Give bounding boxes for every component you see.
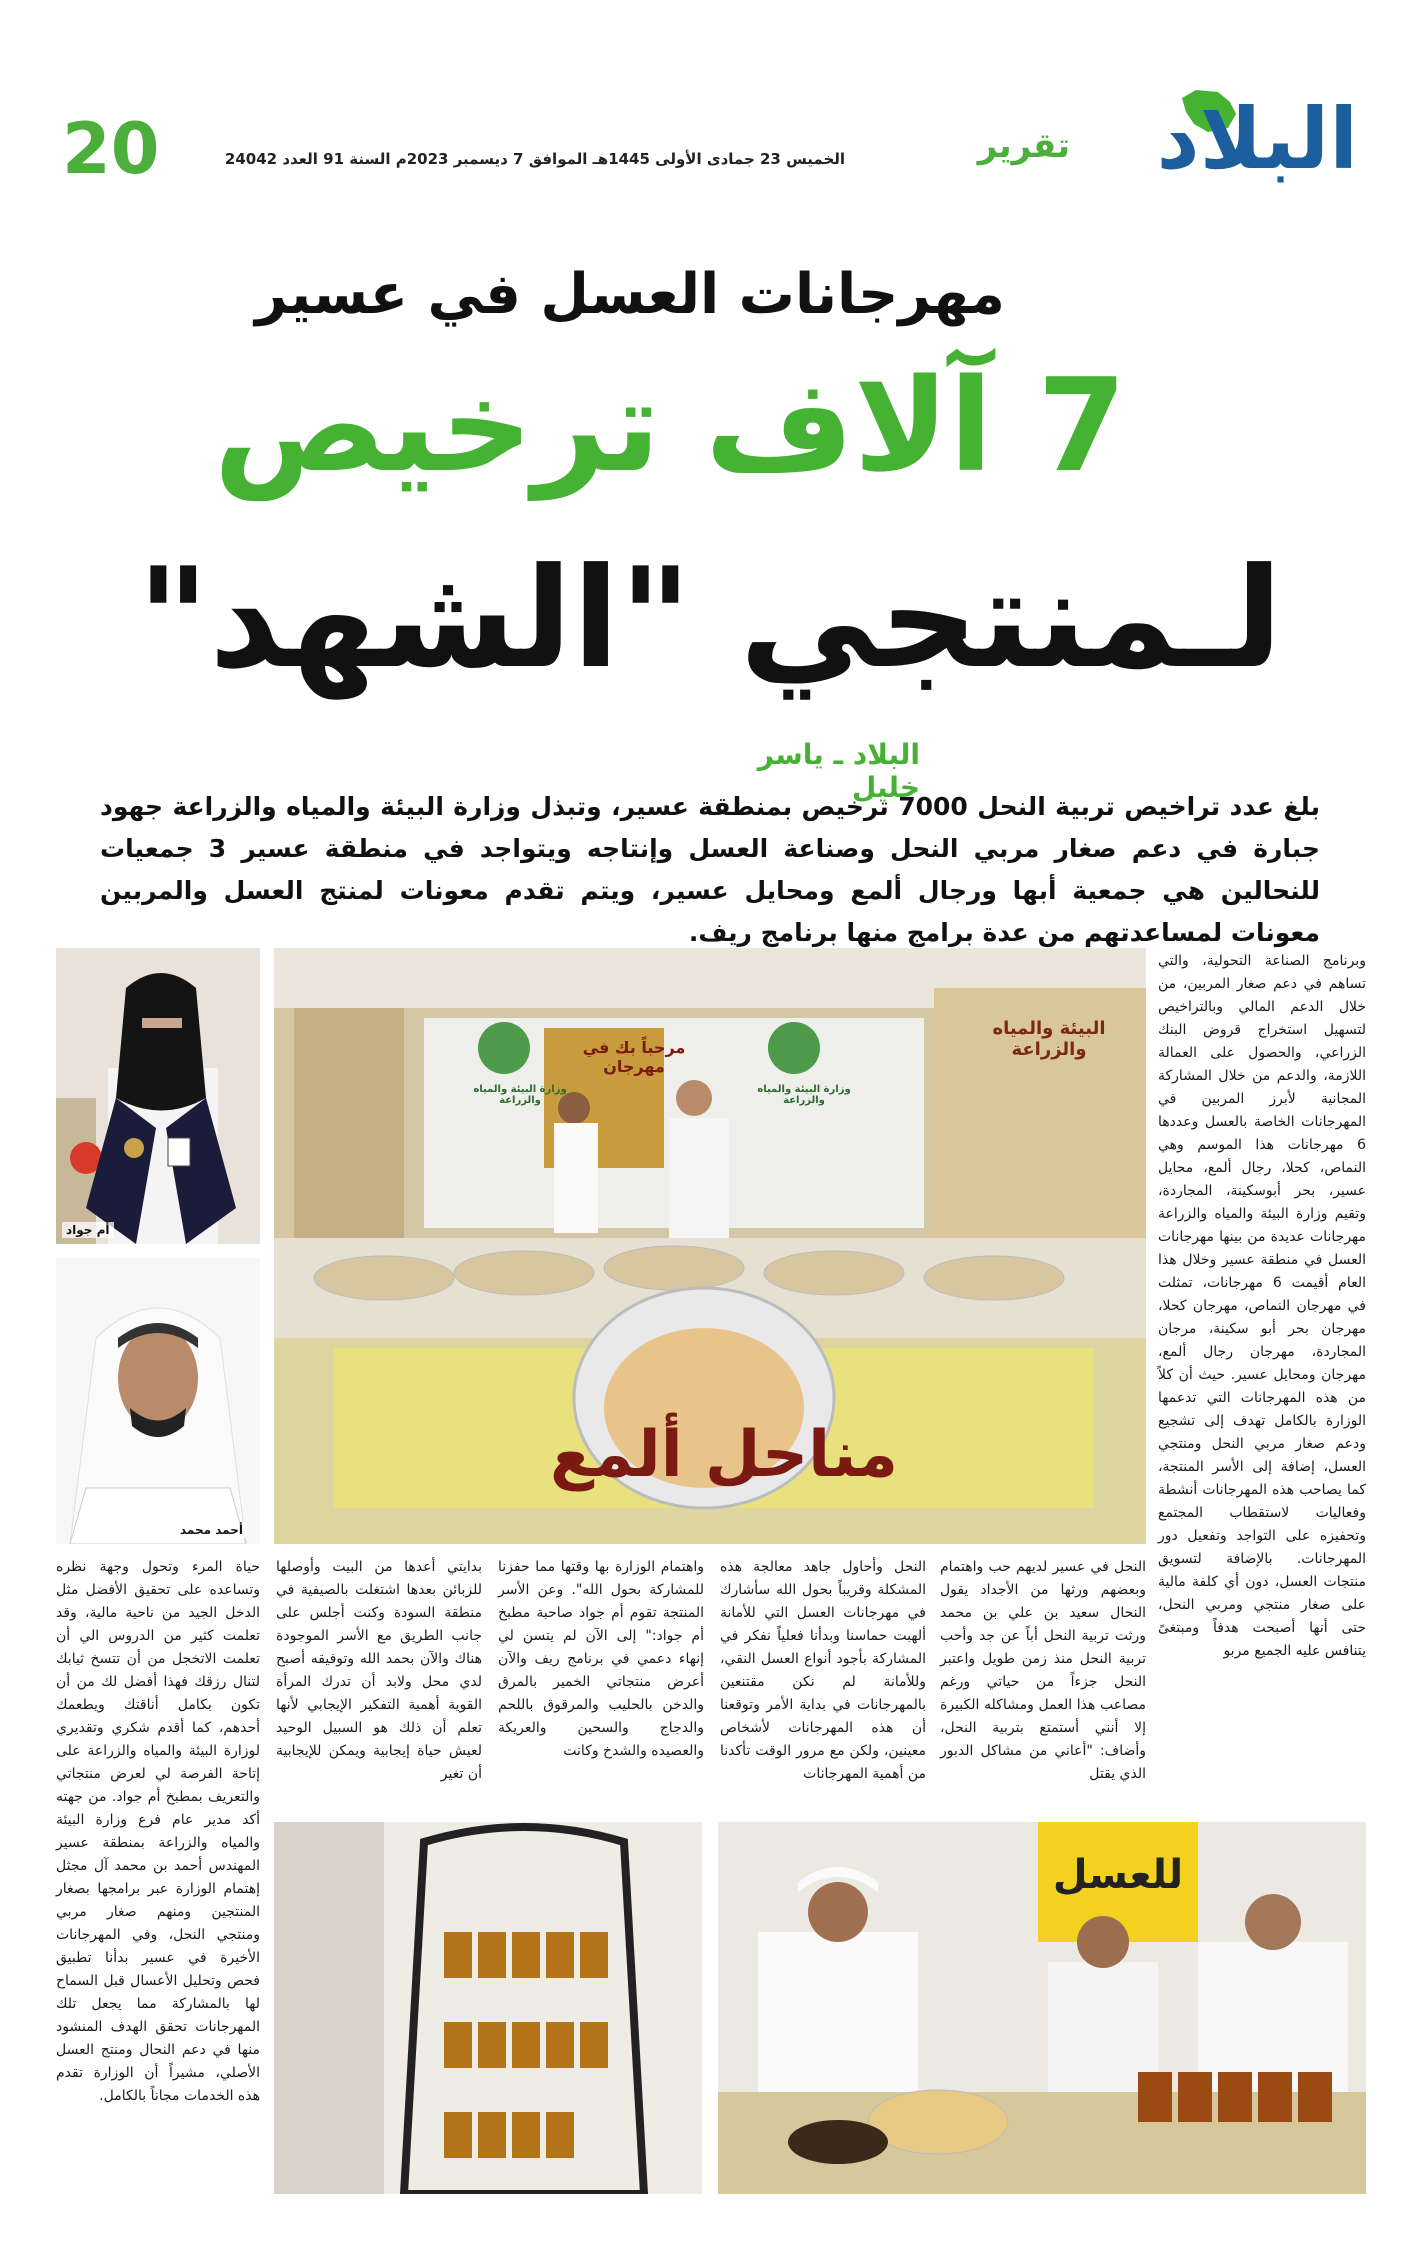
article-kicker: مهرجانات العسل في عسير xyxy=(255,262,1005,327)
article-column-5: بدايتي أعدها من البيت وأوصلها للزبائن بعدها اشتغلت بالصيفية في منطقة السودة وكنت أجلس على جانب الطريق مع الأسر الموجودة هناك والآن بحمد الله وتوفيقه أصبح لدي محل ولابد أن تدرك المرأة القوية أهمية التفكير الإيجابي لأنها تعلم أن ذلك هو السبيل الوحيد لعيش حياة إيجابية ويمكن للإيجابية أن تغير xyxy=(276,1559,482,1782)
article-column-2: النحل في عسير لديهم حب واهتمام وبعضهم ورثها من الأجداد يقول النحال سعيد بن علي بن محمد ورثت تربية النحل أباً عن جد وأحب تربية النحل منذ زمن طويل واعتبر النحل جزءاً من حياتي ورغم مصاعب هذا العمل ومشاكله الكبيرة إلا أنني أستمتع بتربية النحل، وأضاف: "أعاني من مشاكل الدبور الذي يقتل xyxy=(940,1559,1146,1782)
booth-bottom-banner: مناحل ألمع xyxy=(550,1418,898,1492)
photo-honey-jars-stand xyxy=(274,1822,702,2194)
article-column-3: النحل وأحاول جاهد معالجة هذه المشكلة وقريباً بحول الله سأشارك في مهرجانات العسل التي للأمانة ألهبت حماسنا وبدأنا فعلياً نفكر في المشاركة بأجود أنواع العسل النقي، وللأمانة لم نكن مقتنعين بالمهرجانات في بداية الأمر وتوقعنا أن هذه المهرجانات لأشخاص معينين، ولكن مع مرور الوقت تأكدنا من أهمية المهرجانات xyxy=(720,1559,926,1782)
newspaper-logo xyxy=(1108,84,1358,194)
issue-date-line: الخميس 23 جمادى الأولى 1445هـ الموافق 7 ديسمبر 2023م السنة 91 العدد 24042 xyxy=(224,150,846,168)
booth-right-banner: البيئة والمياه والزراعة xyxy=(992,1018,1106,1060)
honey-jars-graphic xyxy=(274,1822,702,2194)
booth-welcome-banner: مرحباً بك في مهرجان xyxy=(582,1038,686,1076)
photo-caption-man: أحمد محمد xyxy=(176,1522,247,1538)
article-column-6: حياة المرء وتحول وجهة نظره وتساعده على تحقيق الأفضل مثل الدخل الجيد من ناحية مالية، وقد تعلمت كثير من الدروس الي أن تعلمت الاتخجل من أن تتسخ ثيابك لتنال رزقك فهذا أفضل لك من أن تكون بكامل أناقتك ويطعمك أحدهم، كما أقدم شكري وتقديري لوزارة البيئة والمياه والزراعة على إتاحة الفرصة لي لعرض منتجاتي والتعريف بمطبخ أم جواد. من جهته أكد مدير عام فرع وزارة البيئة والمياه والزراعة بمنطقة عسير المهندس أحمد بن محمد آل مجثل إهتمام الوزارة عبر برامجها بصغار المنتجين ومنهم صغار مربي ومنتجي النحل، وفي المهرجانات الأخيرة في عسير بدأنا تطبيق فحص وتحليل الأعسال قبل السماح لها بالمشاركة مما يجعل تلك المهرجانات تحقق الهدف المنشود منها في دعم النحال ومنتج العسل الأصلي، مشيراً أن الوزارة تقدم هذه الخدمات مجاناً بالكامل. xyxy=(56,1559,260,2104)
photo-man-portrait xyxy=(56,1258,260,1544)
booth-ministry-right: وزارة البيئة والمياه والزراعة xyxy=(757,1084,851,1106)
byline: البلاد ـ ياسر خليل xyxy=(757,738,920,804)
booth-ministry-left: وزارة البيئة والمياه والزراعة xyxy=(473,1084,567,1106)
article-intro: بلغ عدد تراخيص تربية النحل 7000 ترخيص بمنطقة عسير، وتبذل وزارة البيئة والمياه والزراعة جهود جبارة في دعم صغار مربي النحل وصناعة العسل وإنتاجه ويتواجد في منطقة عسير 3 جمعيات للنحالين هي جمعية أبها ورجال ألمع ومحايل عسير، ويتم تقدم معونات لمنتج العسل والمربين معونات لمساعدتهم من عدة برامج منها برنامج ريف. xyxy=(100,792,1321,947)
photo-honey-booth xyxy=(274,948,1146,1544)
headline-primary: 7 آلاف ترخيص xyxy=(213,352,1127,501)
honey-banner-text: للعسل xyxy=(1052,1852,1184,1898)
page-number: 20 xyxy=(62,108,160,190)
woman-figure-graphic xyxy=(56,948,260,1244)
article-column-4: واهتمام الوزارة بها وقتها مما حفزنا للمشاركة بحول الله". وعن الأسر المنتجة تقوم أم جواد صاحبة مطبخ أم جواد:" إلى الآن لم يتسن لي إنهاء دعمي في برنامج ريف والآن أعرض منتجاتي الخمير بالمرق والدخن بالحليب والمرقوق باللحم والدجاج والسحين والعريكة والعصيده والشدخ وكانت xyxy=(498,1559,704,1759)
section-label: تقرير xyxy=(977,126,1070,166)
photo-woman-vendor xyxy=(56,948,260,1244)
man-portrait-graphic xyxy=(56,1258,260,1544)
photo-caption-woman: أم جواد xyxy=(62,1222,114,1238)
article-column-1: وبرنامج الصناعة التحولية، والتي تساهم في دعم صغار المربين، من خلال الدعم المالي وبالتراخيص لتسهيل استخراج قروض البنك الزراعي، والحصول على العمالة اللازمة، والدعم من خلال المشاركة المجانية لأبرز المربين في المهرجانات الخاصة بالعسل وعددها 6 مهرجانات هذا الموسم وهي النماص، كحلا، رجال ألمع، محايل عسير، بحر أبوسكينة، المجاردة، وتقيم وزارة البيئة والمياه والزراعة مهرجانات عديدة من بينها مهرجانات العسل في منطقة عسير وخلال هذا العام أقيمت 6 مهرجانات، تمثلت في مهرجان النماص، مهرجان كحلا، مهرجان بحر أبو سكينة، مرجان المجاردة، مهرجان رجال ألمع، مهرجان ومحايل عسير. حيث أن كلاً من هذه المهرجانات التي تدعمها الوزارة بالكامل تهدف إلى تشجيع ودعم صغار مربي النحل ومنتجي العسل، إضافة إلى الأسر المنتجة، كما يصاحب هذه المهرجانات أنشطة وفعاليات لاستقطاب المجتمع وتحفيزه على التواجد وتفعيل دور المهرجانات. بالإضافة لتسويق منتجات العسل، دون أي كلفة مالية على صغار منتجي ومربي النحل، حتى أنها أصبحت هدفاً ومبتغىً يتنافس عليه الجميع مربو xyxy=(1158,953,1366,1659)
logo-text: البلاد xyxy=(1156,90,1358,188)
headline-secondary: لـمنتجي "الشهد" xyxy=(137,538,1283,699)
